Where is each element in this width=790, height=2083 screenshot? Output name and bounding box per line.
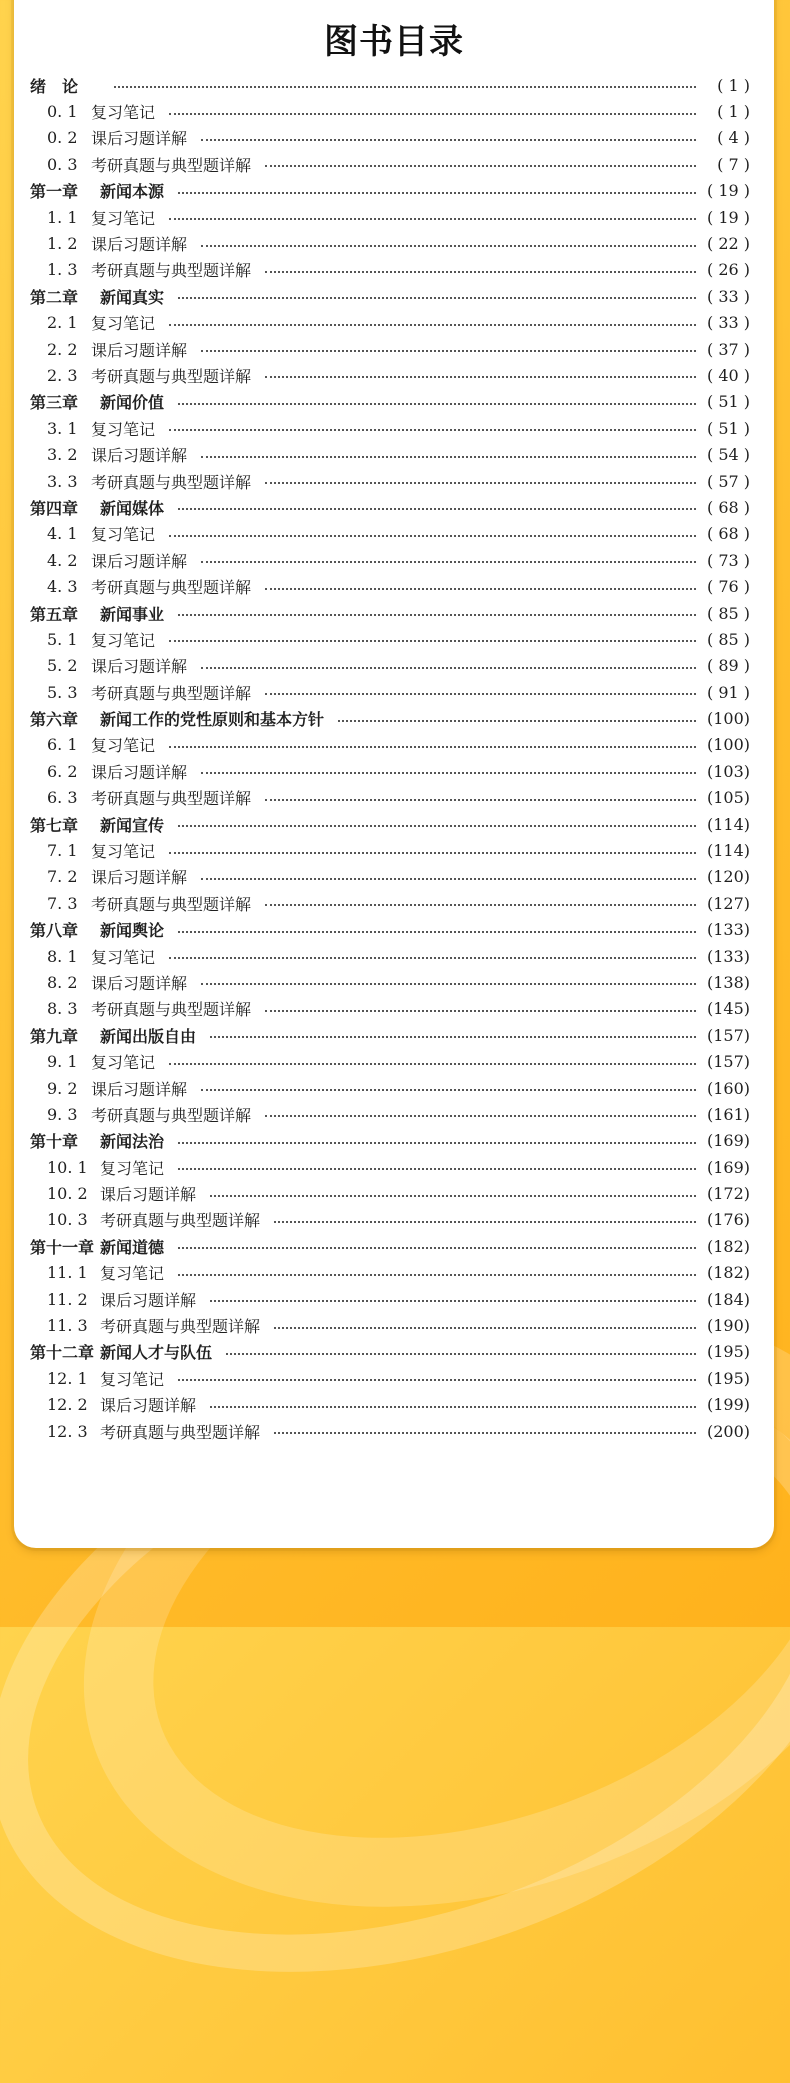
toc-entry-number: 第十二章 xyxy=(30,1343,95,1363)
toc-entry-number: 3. 2 xyxy=(47,445,78,465)
toc-entry-title: 复习笔记 xyxy=(91,1053,156,1073)
toc-entry-title: 课后习题详解 xyxy=(91,446,188,466)
toc-section-entry[interactable] xyxy=(30,890,750,916)
toc-entry-title: 复习笔记 xyxy=(91,208,156,228)
toc-entry-title: 考研真题与典型题详解 xyxy=(91,578,252,598)
toc-section-entry[interactable] xyxy=(30,547,750,573)
toc-dot-leader xyxy=(226,1353,696,1355)
toc-dot-leader xyxy=(201,772,696,774)
toc-entry-number: 3. 1 xyxy=(47,418,78,438)
toc-page-number: (157) xyxy=(706,1052,750,1072)
toc-entry-number: 0. 1 xyxy=(47,102,78,122)
toc-section-entry[interactable] xyxy=(30,785,750,811)
toc-dot-leader xyxy=(178,192,696,194)
toc-section-entry[interactable] xyxy=(30,679,750,705)
toc-entry-title: 复习笔记 xyxy=(100,1264,165,1284)
toc-dot-leader xyxy=(169,640,696,642)
toc-entry-title: 考研真题与典型题详解 xyxy=(91,261,252,281)
toc-entry-title: 考研真题与典型题详解 xyxy=(100,1317,261,1337)
toc-page-number: (100) xyxy=(706,735,750,755)
toc-section-entry[interactable] xyxy=(30,573,750,599)
toc-page-number: (133) xyxy=(706,946,750,966)
toc-page-number: (133) xyxy=(706,920,750,940)
toc-section-entry[interactable] xyxy=(30,310,750,336)
toc-section-entry[interactable] xyxy=(30,257,750,283)
toc-entry-title: 考研真题与典型题详解 xyxy=(91,789,252,809)
toc-entry-number: 第二章 xyxy=(30,287,79,307)
toc-dot-leader xyxy=(169,1063,696,1065)
toc-dot-leader xyxy=(338,720,696,722)
toc-dot-leader xyxy=(178,508,696,510)
toc-section-entry[interactable] xyxy=(30,151,750,177)
toc-entry-title: 考研真题与典型题详解 xyxy=(91,366,252,386)
toc-entry-title: 新闻宣传 xyxy=(100,815,165,835)
toc-section-entry[interactable] xyxy=(30,441,750,467)
toc-dot-leader xyxy=(201,350,696,352)
toc-dot-leader xyxy=(201,245,696,247)
toc-dot-leader xyxy=(274,1221,696,1223)
toc-dot-leader xyxy=(169,218,696,220)
toc-chapter-entry[interactable] xyxy=(30,72,750,98)
toc-chapter-entry[interactable] xyxy=(30,178,750,204)
toc-page-number: ( 1 ) xyxy=(717,102,750,122)
toc-entry-number: 9. 1 xyxy=(47,1052,78,1072)
toc-page-number: (169) xyxy=(706,1131,750,1151)
toc-entry-title: 新闻本源 xyxy=(100,182,165,202)
toc-section-entry[interactable] xyxy=(30,1392,750,1418)
toc-section-entry[interactable] xyxy=(30,837,750,863)
toc-section-entry[interactable] xyxy=(30,521,750,547)
toc-entry-title: 课后习题详解 xyxy=(91,340,188,360)
toc-chapter-entry[interactable] xyxy=(30,917,750,943)
toc-card xyxy=(14,0,774,1548)
toc-page-number: ( 4 ) xyxy=(717,128,750,148)
toc-entry-number: 6. 1 xyxy=(47,735,78,755)
toc-entry-title: 课后习题详解 xyxy=(91,129,188,149)
toc-entry-number: 4. 3 xyxy=(47,577,78,597)
toc-section-entry[interactable] xyxy=(30,1365,750,1391)
toc-entry-number: 9. 3 xyxy=(47,1104,78,1124)
toc-dot-leader xyxy=(178,403,696,405)
toc-page-number: ( 19 ) xyxy=(706,181,750,201)
toc-section-entry[interactable] xyxy=(30,1101,750,1127)
toc-dot-leader xyxy=(178,614,696,616)
toc-section-entry[interactable] xyxy=(30,98,750,124)
toc-page-number: ( 51 ) xyxy=(706,418,750,438)
toc-entry-title: 课后习题详解 xyxy=(91,235,188,255)
toc-page-number: (182) xyxy=(706,1236,750,1256)
toc-dot-leader xyxy=(169,852,696,854)
toc-section-entry[interactable] xyxy=(30,1154,750,1180)
toc-chapter-entry[interactable] xyxy=(30,283,750,309)
toc-page-number: (190) xyxy=(706,1316,750,1336)
toc-dot-leader xyxy=(178,825,696,827)
toc-page-number: (103) xyxy=(706,761,750,781)
toc-entry-number: 5. 1 xyxy=(47,629,78,649)
toc-page-number: ( 57 ) xyxy=(706,471,750,491)
toc-dot-leader xyxy=(201,878,696,880)
toc-chapter-entry[interactable] xyxy=(30,705,750,731)
table-of-contents xyxy=(30,72,750,1444)
toc-entry-number: 12. 1 xyxy=(47,1368,88,1388)
toc-page-number: ( 7 ) xyxy=(717,154,750,174)
toc-entry-number: 7. 3 xyxy=(47,893,78,913)
toc-page-number: (105) xyxy=(706,788,750,808)
toc-dot-leader xyxy=(210,1036,696,1038)
toc-dot-leader xyxy=(169,429,696,431)
toc-entry-title: 新闻工作的党性原则和基本方针 xyxy=(100,710,325,730)
toc-section-entry[interactable] xyxy=(30,653,750,679)
toc-entry-number: 6. 3 xyxy=(47,788,78,808)
toc-entry-title: 复习笔记 xyxy=(100,1369,165,1389)
toc-entry-title: 新闻人才与队伍 xyxy=(100,1343,213,1363)
toc-chapter-entry[interactable] xyxy=(30,1022,750,1048)
toc-page-number: ( 51 ) xyxy=(706,392,750,412)
toc-page-number: ( 1 ) xyxy=(717,75,750,95)
toc-entry-number: 5. 2 xyxy=(47,656,78,676)
toc-entry-title: 考研真题与典型题详解 xyxy=(91,894,252,914)
toc-page-number: ( 54 ) xyxy=(706,445,750,465)
toc-page-number: (114) xyxy=(706,814,750,834)
toc-entry-number: 4. 1 xyxy=(47,524,78,544)
toc-entry-title: 课后习题详解 xyxy=(91,868,188,888)
toc-dot-leader xyxy=(178,1168,696,1170)
toc-page-number: (138) xyxy=(706,972,750,992)
toc-dot-leader xyxy=(201,139,696,141)
toc-entry-number: 第五章 xyxy=(30,604,79,624)
toc-dot-leader xyxy=(210,1300,696,1302)
toc-entry-number: 第一章 xyxy=(30,182,79,202)
toc-chapter-entry[interactable] xyxy=(30,1339,750,1365)
toc-page-number: (120) xyxy=(706,867,750,887)
toc-section-entry[interactable] xyxy=(30,732,750,758)
toc-entry-number: 7. 1 xyxy=(47,841,78,861)
toc-page-number: ( 89 ) xyxy=(706,656,750,676)
toc-page-number: (169) xyxy=(706,1157,750,1177)
toc-entry-number: 1. 1 xyxy=(47,207,78,227)
toc-entry-title: 考研真题与典型题详解 xyxy=(91,472,252,492)
toc-entry-number: 8. 1 xyxy=(47,946,78,966)
toc-entry-number: 5. 3 xyxy=(47,682,78,702)
toc-page-number: ( 68 ) xyxy=(706,497,750,517)
toc-dot-leader xyxy=(169,535,696,537)
toc-entry-number: 4. 2 xyxy=(47,550,78,570)
toc-entry-number: 12. 3 xyxy=(47,1421,88,1441)
toc-entry-number: 0. 2 xyxy=(47,128,78,148)
toc-entry-title: 新闻法治 xyxy=(100,1132,165,1152)
toc-section-entry[interactable] xyxy=(30,1207,750,1233)
toc-page-number: ( 68 ) xyxy=(706,524,750,544)
toc-section-entry[interactable] xyxy=(30,415,750,441)
toc-entry-number: 第九章 xyxy=(30,1026,79,1046)
toc-entry-title: 课后习题详解 xyxy=(91,657,188,677)
toc-page-number: ( 40 ) xyxy=(706,365,750,385)
toc-dot-leader xyxy=(274,1432,696,1434)
toc-entry-number: 2. 2 xyxy=(47,339,78,359)
toc-entry-title: 新闻真实 xyxy=(100,287,165,307)
toc-entry-number: 第三章 xyxy=(30,393,79,413)
toc-section-entry[interactable] xyxy=(30,1260,750,1286)
toc-page-number: (157) xyxy=(706,1025,750,1045)
toc-entry-number: 0. 3 xyxy=(47,154,78,174)
toc-entry-number: 8. 3 xyxy=(47,999,78,1019)
toc-dot-leader xyxy=(169,746,696,748)
toc-dot-leader xyxy=(265,482,696,484)
toc-page-number: (199) xyxy=(706,1395,750,1415)
toc-dot-leader xyxy=(210,1195,696,1197)
toc-entry-title: 考研真题与典型题详解 xyxy=(91,155,252,175)
toc-section-entry[interactable] xyxy=(30,969,750,995)
toc-entry-number: 2. 1 xyxy=(47,313,78,333)
toc-entry-number: 10. 3 xyxy=(47,1210,88,1230)
toc-section-entry[interactable] xyxy=(30,125,750,151)
toc-entry-title: 课后习题详解 xyxy=(91,551,188,571)
toc-entry-title: 复习笔记 xyxy=(91,314,156,334)
toc-dot-leader xyxy=(201,561,696,563)
toc-chapter-entry[interactable] xyxy=(30,811,750,837)
toc-page-number: (100) xyxy=(706,709,750,729)
toc-entry-number: 1. 3 xyxy=(47,260,78,280)
toc-entry-title: 课后习题详解 xyxy=(91,1079,188,1099)
toc-page-number: ( 85 ) xyxy=(706,629,750,649)
toc-page-number: (184) xyxy=(706,1289,750,1309)
toc-dot-leader xyxy=(274,1327,696,1329)
toc-section-entry[interactable] xyxy=(30,943,750,969)
toc-entry-number: 11. 1 xyxy=(47,1263,88,1283)
toc-entry-title: 复习笔记 xyxy=(91,736,156,756)
toc-section-entry[interactable] xyxy=(30,468,750,494)
toc-dot-leader xyxy=(265,588,696,590)
toc-page-number: (114) xyxy=(706,841,750,861)
toc-entry-title: 复习笔记 xyxy=(91,630,156,650)
toc-section-entry[interactable] xyxy=(30,204,750,230)
toc-page-number: (200) xyxy=(706,1421,750,1441)
toc-entry-number: 12. 2 xyxy=(47,1395,88,1415)
toc-section-entry[interactable] xyxy=(30,758,750,784)
toc-entry-number: 3. 3 xyxy=(47,471,78,491)
toc-page-number: ( 37 ) xyxy=(706,339,750,359)
toc-page-number: ( 85 ) xyxy=(706,603,750,623)
toc-dot-leader xyxy=(265,1010,696,1012)
toc-entry-title: 考研真题与典型题详解 xyxy=(91,1105,252,1125)
toc-section-entry[interactable] xyxy=(30,1075,750,1101)
toc-entry-title: 考研真题与典型题详解 xyxy=(100,1211,261,1231)
toc-entry-title: 复习笔记 xyxy=(100,1158,165,1178)
toc-entry-title: 课后习题详解 xyxy=(100,1185,197,1205)
toc-dot-leader xyxy=(201,667,696,669)
toc-entry-number: 11. 2 xyxy=(47,1289,88,1309)
toc-section-entry[interactable] xyxy=(30,864,750,890)
toc-chapter-entry[interactable] xyxy=(30,494,750,520)
toc-chapter-entry[interactable] xyxy=(30,1233,750,1259)
toc-dot-leader xyxy=(201,983,696,985)
toc-page-number: (182) xyxy=(706,1263,750,1283)
toc-entry-title: 复习笔记 xyxy=(91,525,156,545)
toc-entry-number: 绪 论 xyxy=(30,76,79,96)
toc-page-number: ( 26 ) xyxy=(706,260,750,280)
toc-entry-title: 复习笔记 xyxy=(91,842,156,862)
toc-entry-title: 复习笔记 xyxy=(91,947,156,967)
toc-dot-leader xyxy=(178,1274,696,1276)
toc-dot-leader xyxy=(201,456,696,458)
toc-entry-number: 10. 2 xyxy=(47,1184,88,1204)
toc-entry-number: 第四章 xyxy=(30,498,79,518)
toc-dot-leader xyxy=(169,113,696,115)
toc-entry-number: 第十章 xyxy=(30,1132,79,1152)
toc-page-number: ( 33 ) xyxy=(706,286,750,306)
toc-entry-title: 新闻价值 xyxy=(100,393,165,413)
toc-entry-number: 第十一章 xyxy=(30,1237,95,1257)
toc-dot-leader xyxy=(178,1142,696,1144)
toc-entry-title: 新闻事业 xyxy=(100,604,165,624)
toc-entry-number: 2. 3 xyxy=(47,365,78,385)
toc-dot-leader xyxy=(169,957,696,959)
toc-entry-title: 复习笔记 xyxy=(91,419,156,439)
toc-section-entry[interactable] xyxy=(30,1418,750,1444)
toc-entry-title: 课后习题详解 xyxy=(91,762,188,782)
toc-dot-leader xyxy=(265,904,696,906)
toc-entry-number: 8. 2 xyxy=(47,972,78,992)
toc-page-number: ( 33 ) xyxy=(706,313,750,333)
toc-page-number: ( 19 ) xyxy=(706,207,750,227)
toc-entry-title: 新闻道德 xyxy=(100,1237,165,1257)
toc-entry-number: 第六章 xyxy=(30,710,79,730)
toc-entry-number: 10. 1 xyxy=(47,1157,88,1177)
toc-page-number: (195) xyxy=(706,1368,750,1388)
toc-entry-number: 第七章 xyxy=(30,815,79,835)
toc-dot-leader xyxy=(178,1379,696,1381)
toc-entry-title: 考研真题与典型题详解 xyxy=(91,683,252,703)
toc-entry-number: 9. 2 xyxy=(47,1078,78,1098)
toc-dot-leader xyxy=(265,271,696,273)
toc-page-number: (160) xyxy=(706,1078,750,1098)
toc-page-number: ( 73 ) xyxy=(706,550,750,570)
toc-entry-number: 6. 2 xyxy=(47,761,78,781)
toc-entry-title: 新闻媒体 xyxy=(100,498,165,518)
toc-entry-number: 第八章 xyxy=(30,921,79,941)
toc-dot-leader xyxy=(210,1406,696,1408)
toc-entry-title: 考研真题与典型题详解 xyxy=(91,1000,252,1020)
toc-entry-number: 7. 2 xyxy=(47,867,78,887)
toc-entry-title: 新闻出版自由 xyxy=(100,1026,197,1046)
toc-chapter-entry[interactable] xyxy=(30,600,750,626)
toc-entry-number: 1. 2 xyxy=(47,234,78,254)
toc-entry-title: 考研真题与典型题详解 xyxy=(100,1422,261,1442)
toc-section-entry[interactable] xyxy=(30,1048,750,1074)
toc-section-entry[interactable] xyxy=(30,1180,750,1206)
toc-page-number: (176) xyxy=(706,1210,750,1230)
toc-entry-title: 课后习题详解 xyxy=(100,1396,197,1416)
toc-dot-leader xyxy=(265,376,696,378)
toc-entry-number: 11. 3 xyxy=(47,1316,88,1336)
toc-page-number: (161) xyxy=(706,1104,750,1124)
toc-section-entry[interactable] xyxy=(30,336,750,362)
toc-page-number: ( 76 ) xyxy=(706,577,750,597)
toc-page-number: ( 91 ) xyxy=(706,682,750,702)
toc-dot-leader xyxy=(265,799,696,801)
toc-page-number: ( 22 ) xyxy=(706,234,750,254)
toc-dot-leader xyxy=(114,86,696,88)
toc-dot-leader xyxy=(265,693,696,695)
toc-entry-title: 课后习题详解 xyxy=(100,1290,197,1310)
toc-section-entry[interactable] xyxy=(30,626,750,652)
toc-entry-title: 新闻舆论 xyxy=(100,921,165,941)
toc-dot-leader xyxy=(178,931,696,933)
toc-dot-leader xyxy=(201,1089,696,1091)
page-title: 图书目录 xyxy=(324,22,464,62)
toc-chapter-entry[interactable] xyxy=(30,389,750,415)
toc-dot-leader xyxy=(169,324,696,326)
toc-dot-leader xyxy=(265,1115,696,1117)
toc-section-entry[interactable] xyxy=(30,362,750,388)
toc-page-number: (172) xyxy=(706,1184,750,1204)
toc-dot-leader xyxy=(265,165,696,167)
toc-dot-leader xyxy=(178,1247,696,1249)
toc-section-entry[interactable] xyxy=(30,996,750,1022)
toc-entry-title: 课后习题详解 xyxy=(91,973,188,993)
toc-chapter-entry[interactable] xyxy=(30,1128,750,1154)
toc-page-number: (127) xyxy=(706,893,750,913)
toc-page-number: (145) xyxy=(706,999,750,1019)
toc-section-entry[interactable] xyxy=(30,1286,750,1312)
toc-page-number: (195) xyxy=(706,1342,750,1362)
toc-entry-title: 复习笔记 xyxy=(91,103,156,123)
toc-section-entry[interactable] xyxy=(30,1312,750,1338)
toc-section-entry[interactable] xyxy=(30,230,750,256)
toc-dot-leader xyxy=(178,297,696,299)
